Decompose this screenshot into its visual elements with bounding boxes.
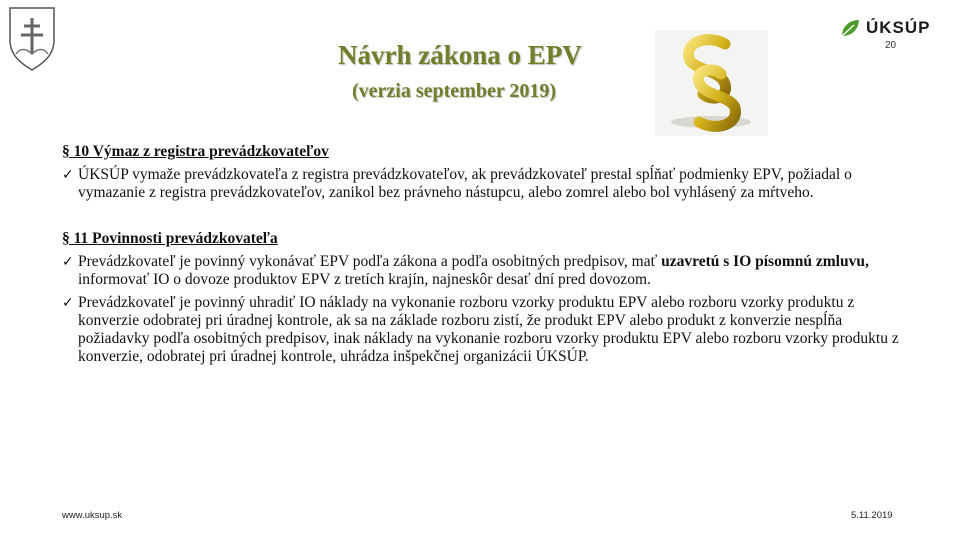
- emphasis-text: uzavretú s IO písomnú zmluvu,: [661, 253, 869, 270]
- section-heading-11: § 11 Povinnosti prevádzkovateľa: [62, 230, 278, 247]
- uksup-logo: [838, 14, 942, 42]
- page-subtitle: (verzia september 2019): [352, 80, 557, 102]
- list-item-text: Prevádzkovateľ je povinný vykonávať EPV podľa zákona a podľa osobitných predpisov, mať uzavretú s IO písomnú zmluvu, informovať IO o dovoze produktov EPV z tretích krajín, najneskôr desať dní pred dovozom.: [78, 253, 869, 288]
- slide-content: [62, 143, 902, 366]
- footer-date: 5.11.2019: [851, 510, 893, 521]
- page-title: Návrh zákona o EPV: [338, 40, 582, 70]
- paragraph-symbol-icon: [655, 30, 768, 136]
- footer-url: www.uksup.sk: [62, 510, 123, 521]
- list-item: [62, 166, 902, 202]
- list-item-text: ÚKSÚP vymaže prevádzkovateľa z registra prevádzkovateľov, ak prevádzkovateľ prestal spĺňať podmienky EPV, požiadal o vymazanie z registra prevádzkovateľov, zanikol bez právneho nástupcu, alebo zomrel alebo bol vyhlásený za mŕtveho.: [78, 166, 852, 201]
- coat-of-arms-icon: [6, 4, 58, 72]
- paragraph-symbol-image: [655, 30, 768, 136]
- uksup-leaf-icon: [838, 16, 862, 40]
- list-item-text: Prevádzkovateľ je povinný uhradiť IO náklady na vykonanie rozboru vzorky produktu EPV alebo rozboru vzorky produktu z konverzie odobratej pri úradnej kontrole, ak sa na základe rozboru zistí, že produkt EPV alebo produkt z konverzie nespĺňa požiadavky podľa osobitných predpisov, inak náklady na vykonanie rozboru vzorky produktu EPV alebo rozboru vzorky produktu z konverzie, odobratej pri úradnej kontrole, uhrádza inšpekčnej organizácii ÚKSÚP.: [78, 294, 899, 365]
- section-heading-10: § 10 Výmaz z registra prevádzkovateľov: [62, 143, 329, 160]
- list-item: [62, 294, 902, 366]
- check-icon: ✓: [62, 295, 74, 311]
- list-item: [62, 253, 902, 289]
- page-number: 20: [885, 40, 897, 51]
- check-icon: ✓: [62, 167, 74, 183]
- check-icon: ✓: [62, 254, 74, 270]
- logo-text: ÚKSÚP: [866, 18, 931, 37]
